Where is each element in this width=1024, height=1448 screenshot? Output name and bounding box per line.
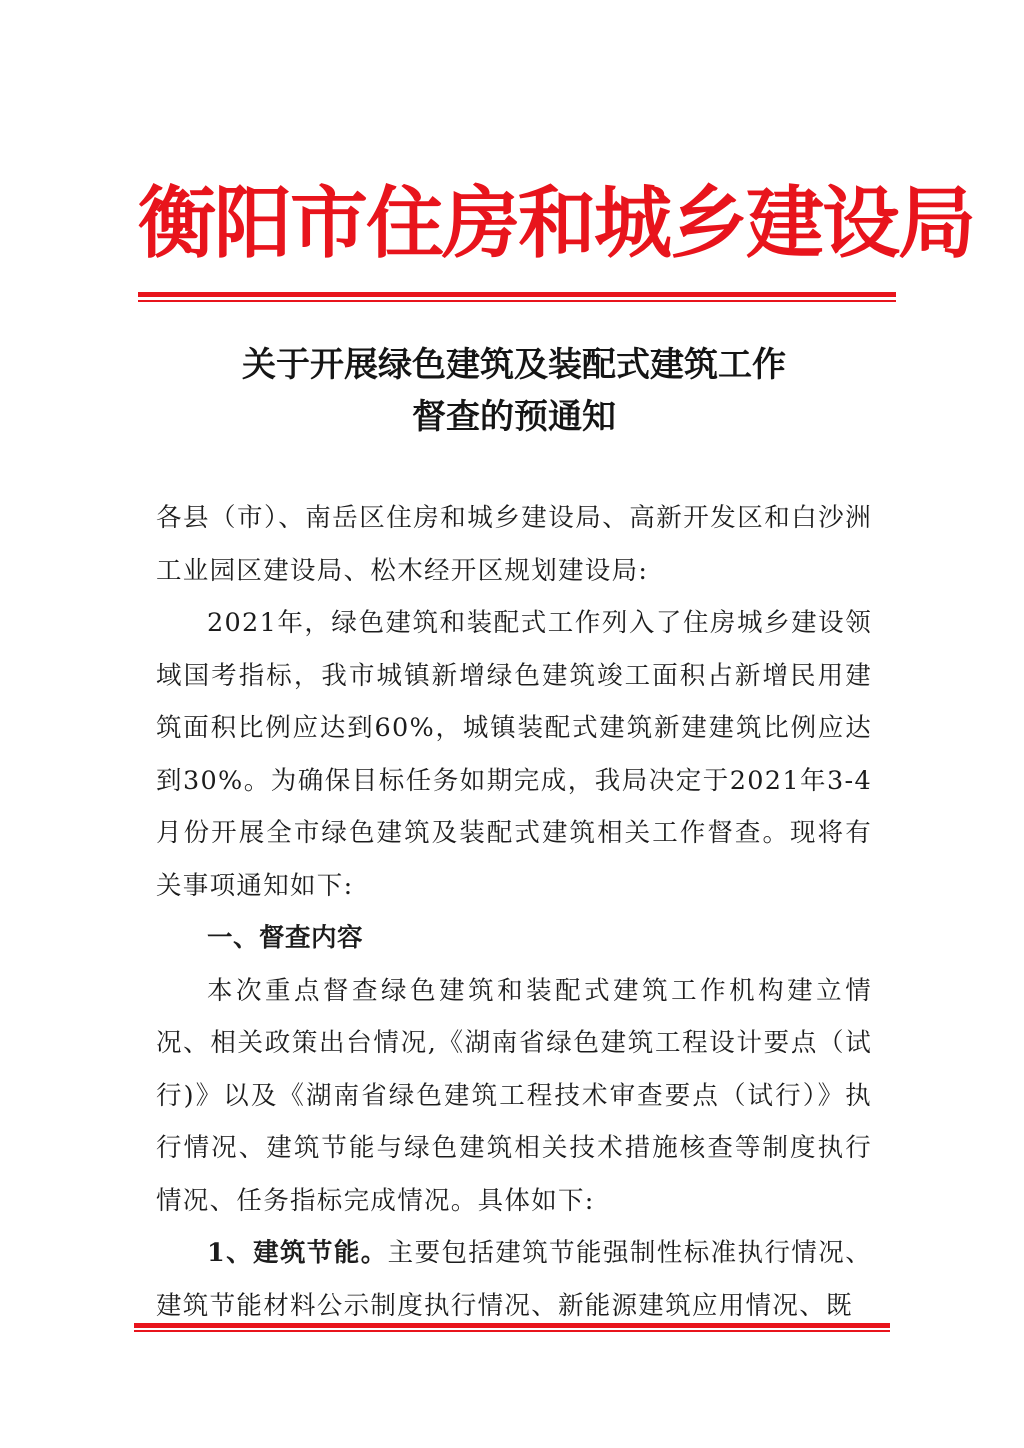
masthead-rule-thin [138,300,896,302]
item-building-energy-saving [156,1227,872,1332]
item-text: 主要包括建筑节能强制性标准执行情况、建筑节能材料公示制度执行情况、新能源建筑应用情况、既 [156,1238,873,1321]
inspection-content-paragraph: 本次重点督查绿色建筑和装配式建筑工作机构建立情况、相关政策出台情况,《湖南省绿色建筑工程设计要点（试行)》以及《湖南省绿色建筑工程技术审查要点（试行）》执行情况、建筑节能与绿色建筑相关技术措施核查等制度执行情况、任务指标完成情况。具体如下: [156,975,872,1216]
document-title-line-2: 督查的预通知 [412,397,616,437]
intro-paragraph: 2021年，绿色建筑和装配式工作列入了住房城乡建设领域国考指标，我市城镇新增绿色建筑竣工面积占新增民用建筑面积比例应达到60%，城镇装配式建筑新建建筑比例应达到30%。为确保目标任务如期完成，我局决定于2021年3-4月份开展全市绿色建筑及装配式建筑相关工作督查。现将有关事项通知如下: [156,608,872,901]
document-body [156,492,872,1332]
recipients-paragraph: 各县（市）、南岳区住房和城乡建设局、高新开发区和白沙洲工业园区建设局、松木经开区规划建设局: [156,503,872,586]
masthead-org-name: 衡阳市住房和城乡建设局 [138,179,975,269]
document-title-line-1: 关于开展绿色建筑及装配式建筑工作 [242,345,786,385]
masthead-rule-thick [138,292,896,297]
footer-rule-thick [134,1323,890,1328]
item-lead: 1、建筑节能。 [207,1238,388,1268]
footer-rule-thin [134,1330,890,1332]
section-heading-inspection-content: 一、督查内容 [207,923,364,953]
